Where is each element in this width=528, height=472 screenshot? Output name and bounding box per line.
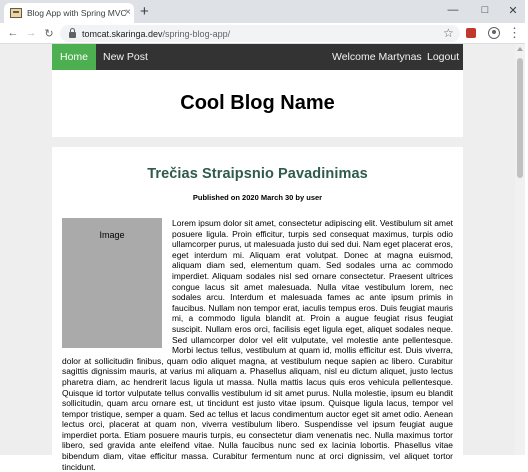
site-title: Cool Blog Name bbox=[180, 92, 335, 114]
post-meta: Published on 2020 March 30 by user bbox=[192, 193, 323, 202]
close-window-icon[interactable]: ✕ bbox=[508, 4, 518, 17]
menu-icon[interactable]: ⋮ bbox=[508, 25, 521, 40]
back-icon[interactable]: ← bbox=[7, 27, 19, 39]
url-host: tomcat.skaringa.dev bbox=[82, 28, 163, 39]
minimize-icon[interactable]: — bbox=[447, 4, 459, 16]
extension-icon[interactable] bbox=[466, 28, 476, 38]
star-icon[interactable]: ☆ bbox=[443, 26, 454, 40]
lock-icon bbox=[69, 32, 76, 38]
url-path: /spring-blog-app/ bbox=[162, 28, 231, 39]
tab-close-icon[interactable]: × bbox=[125, 7, 131, 18]
post-card bbox=[52, 147, 463, 472]
browser-tabstrip bbox=[0, 0, 525, 23]
page-scrollbar[interactable] bbox=[515, 44, 525, 455]
profile-icon[interactable] bbox=[488, 27, 500, 39]
url-text bbox=[82, 29, 230, 39]
post-image-placeholder: Image bbox=[62, 218, 162, 348]
post-body: Lorem ipsum dolor sit amet, consectetur adipiscing elit. Vestibulum sit amet posuere ligula. Proin efficitur, turpis sed consequat maximus, turpis odio ullamcorper purus, ut malesuada justo dui sed dui. Nam eget placerat eros, eget interdum mi. Aliquam erat volutpat. Donec at magna euismod, aliquam diam sed, elementum quam. Sed sodales urna ac commodo imperdiet. Aliquam sodales nisl sed ornare consectetur. Praesent ultrices congue lacus sit amet malesuada. Nulla vitae vestibulum lorem, nec sodales arcu. Interdum et malesuada fames ac ante ipsum primis in faucibus. Nullam non tempor erat, iaculis tempus eros. Duis feugiat mauris mi, a commodo ligula blandit at. Proin a augue feugiat risus feugiat suscipit. Nullam eros orci, facilisis eget ligula eget, aliquet sodales neque. Sed ullamcorper dolor vel elit vulputate, vel molestie ante pellentesque. Morbi lectus tellus, vestibulum at quam id, mollis efficitur est. Duis viverra, dolor at sollicitudin finibus, quam odio aliquet magna, at vestibulum neque sapien ac libero. Curabitur sagittis dignissim mauris, at varius mi aliquam a. Phasellus aliquam, nisl eu dictum aliquet, justo lectus pharetra diam, ac hendrerit lacus ligula ut massa. Nulla mattis lacus quis eros vehicula pellentesque. Quisque id tortor vulputate tellus convallis vestibulum id sit amet purus. Nulla molestie, ipsum eu blandit sollicitudin, quam arcu ornare est, ut tincidunt est justo vitae ipsum. Quisque ligula lacus, tempor vel tempor tristique, semper a quam. Sed ac tellus et lacus condimentum auctor eget sit amet odio. Aenean lectus orci, placerat at quam non, viverra vestibulum libero. Suspendisse vel ipsum feugiat augue imperdiet porta. Etiam posuere mauris turpis, eu consectetur diam venenatis nec. Nulla maximus tortor libero, sed gravida ante eleifend vitae. Nulla faucibus nunc sed ex lacinia lobortis. Phasellus vitae bibendum diam, vitae efficitur massa. Curabitur fermentum nunc at orci dignissim, vel aliquet tortor tincidunt. bbox=[62, 218, 453, 472]
tab-title: Blog App with Spring MVC bbox=[27, 8, 127, 18]
site-navbar bbox=[52, 44, 463, 70]
forward-icon[interactable]: → bbox=[25, 27, 37, 39]
nav-logout-link[interactable]: Logout bbox=[427, 51, 460, 63]
address-bar[interactable] bbox=[60, 25, 460, 42]
browser-toolbar bbox=[0, 23, 525, 44]
page-viewport bbox=[0, 44, 515, 472]
nav-home-link[interactable]: Home bbox=[52, 44, 96, 70]
site-header bbox=[52, 70, 463, 137]
nav-welcome-link[interactable]: Welcome Martynas bbox=[332, 51, 422, 63]
post-title[interactable]: Trečias Straipsnio Pavadinimas bbox=[147, 166, 368, 182]
browser-tab[interactable] bbox=[4, 3, 134, 23]
scroll-thumb[interactable] bbox=[517, 58, 523, 178]
scroll-up-icon[interactable] bbox=[517, 47, 523, 51]
new-tab-button[interactable]: + bbox=[140, 3, 149, 20]
reload-icon[interactable]: ↻ bbox=[44, 27, 54, 40]
maximize-icon[interactable]: □ bbox=[481, 4, 489, 16]
nav-new-post-link[interactable]: New Post bbox=[103, 51, 148, 63]
favicon-icon bbox=[10, 8, 22, 18]
